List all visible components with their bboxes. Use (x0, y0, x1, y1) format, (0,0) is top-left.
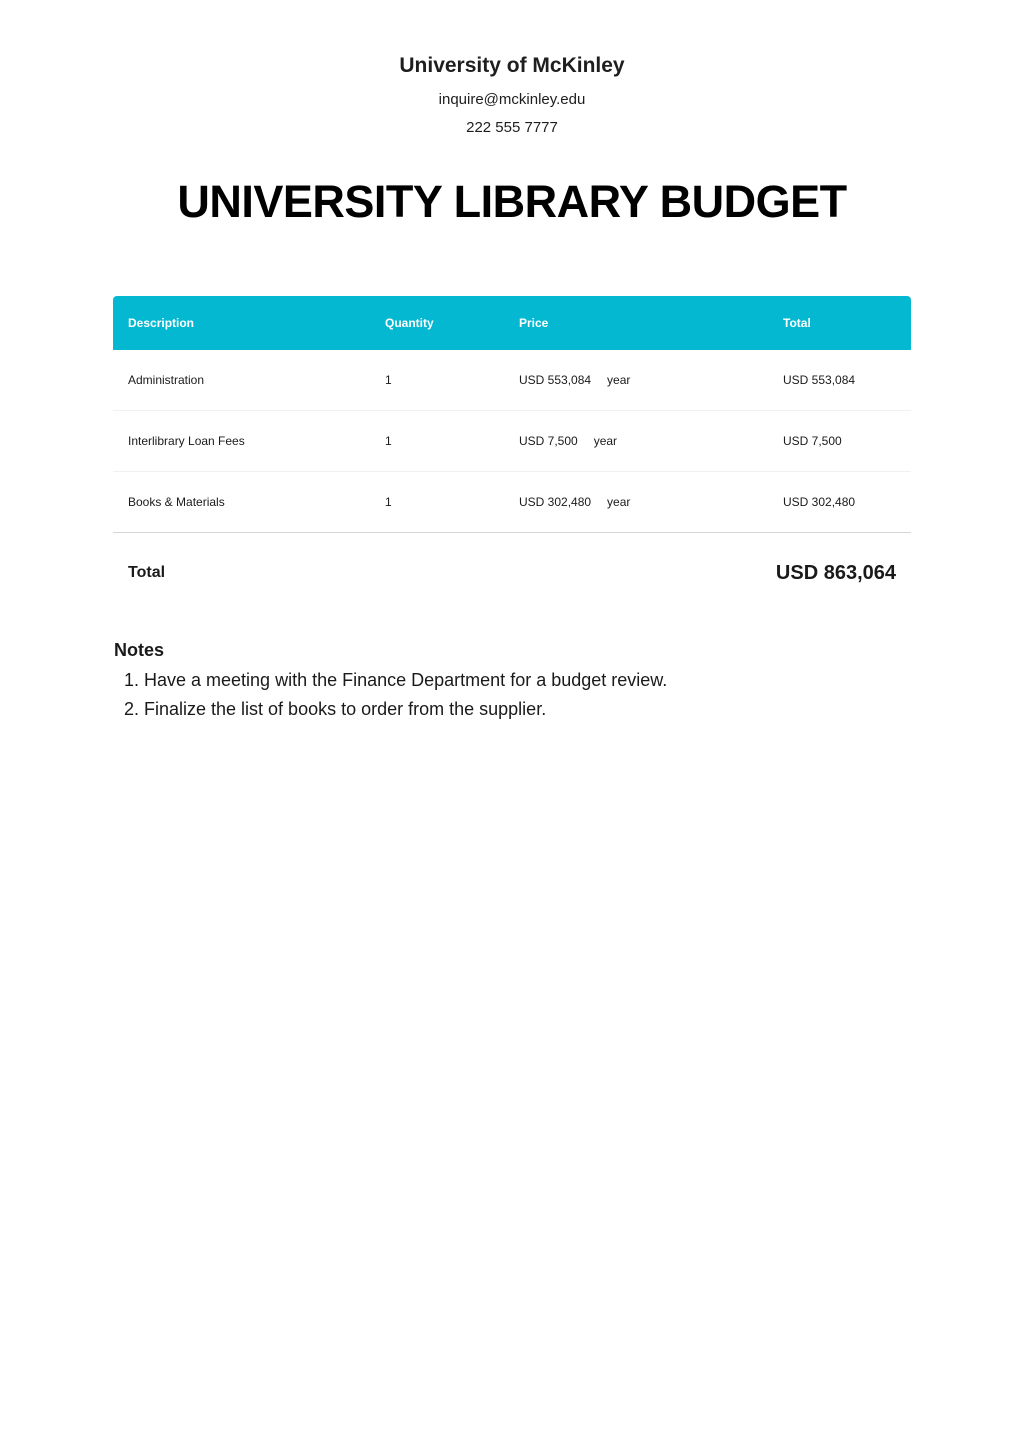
table-row (113, 472, 911, 533)
notes-title: Notes (114, 640, 165, 660)
cell-price (504, 350, 768, 411)
table-header-row (113, 296, 911, 350)
organization-name: University of McKinley (399, 54, 625, 77)
price-value: USD 553,084 (519, 373, 592, 387)
column-header-total: Total (768, 296, 911, 350)
cell-price (504, 472, 768, 533)
notes-list (114, 666, 914, 724)
cell-description: Interlibrary Loan Fees (113, 411, 370, 472)
price-value: USD 302,480 (519, 495, 592, 509)
table-row (113, 411, 911, 472)
price-unit: year (607, 373, 631, 387)
organization-phone: 222 555 7777 (466, 119, 558, 136)
price-value: USD 7,500 (519, 434, 578, 448)
organization-email: inquire@mckinley.edu (438, 91, 586, 108)
cell-total: USD 553,084 (768, 350, 911, 411)
list-item: 2. Finalize the list of books to order from the supplier. (144, 695, 914, 724)
cell-quantity: 1 (370, 472, 504, 533)
cell-description: Books & Materials (113, 472, 370, 533)
column-header-description: Description (113, 296, 370, 350)
cell-description: Administration (113, 350, 370, 411)
grand-total-row (113, 558, 911, 592)
cell-quantity: 1 (370, 350, 504, 411)
cell-price (504, 411, 768, 472)
document-header (0, 50, 1024, 140)
column-header-price: Price (504, 296, 768, 350)
column-header-quantity: Quantity (370, 296, 504, 350)
notes-section (114, 638, 914, 724)
grand-total-label: Total (128, 564, 166, 581)
list-item: 1. Have a meeting with the Finance Department for a budget review. (144, 666, 914, 695)
cell-total: USD 302,480 (768, 472, 911, 533)
table-row (113, 350, 911, 411)
price-unit: year (593, 434, 618, 448)
budget-table (113, 296, 911, 533)
page-title: UNIVERSITY LIBRARY BUDGET (177, 176, 847, 227)
cell-quantity: 1 (370, 411, 504, 472)
cell-total: USD 7,500 (768, 411, 911, 472)
price-unit: year (607, 495, 631, 509)
grand-total-value: USD 863,064 (775, 562, 896, 584)
